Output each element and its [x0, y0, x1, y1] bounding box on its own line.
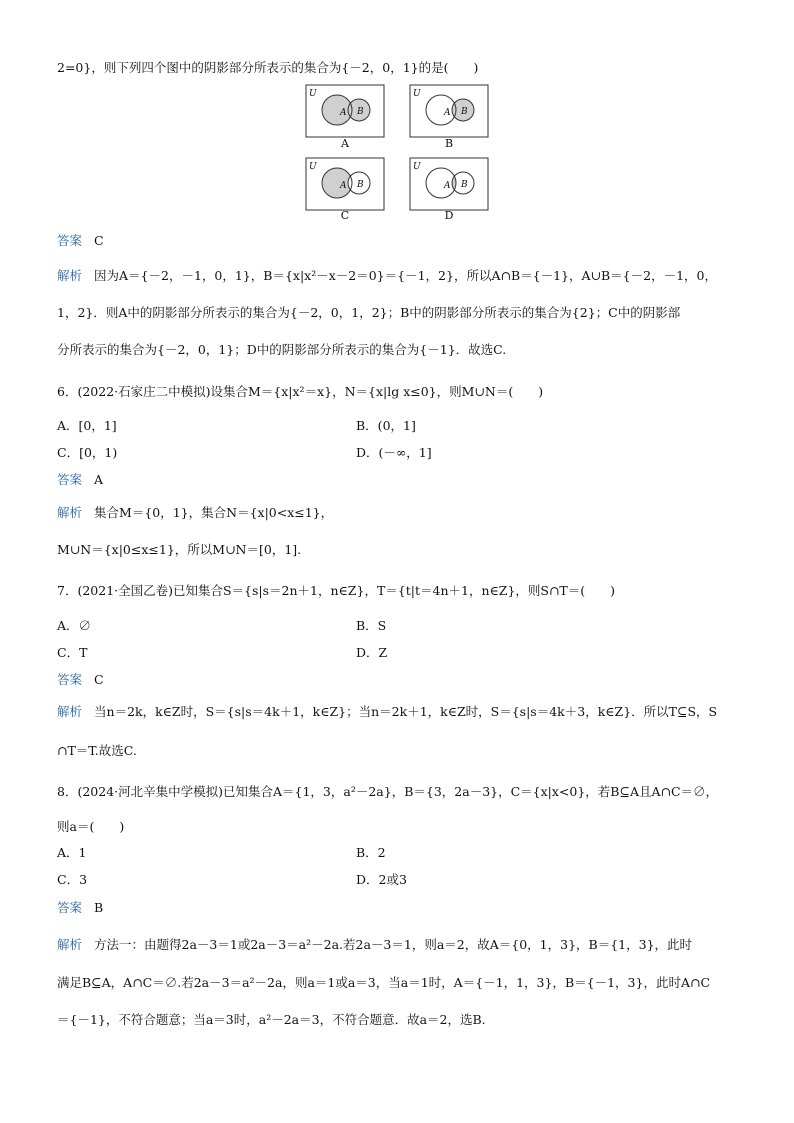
- venn-panel: [410, 85, 488, 137]
- q7-analysis-line: ∩T＝T.故选C.: [57, 743, 137, 758]
- universe-label: U: [413, 162, 421, 172]
- q8-analysis-row-1: [57, 937, 692, 953]
- q6-analysis-line: M∪N＝{x|0≤x≤1}，所以M∪N＝[0，1].: [57, 542, 302, 557]
- q6-analysis-row-1: [57, 505, 333, 521]
- q5-analysis-row-1: [57, 268, 717, 284]
- q6-answer-row: [57, 472, 103, 488]
- q6-option-b: B．(0，1]: [356, 418, 416, 433]
- q7-answer-row: [57, 672, 104, 688]
- q5-answer-row: [57, 233, 104, 249]
- q6-stem: 6．(2022·石家庄二中模拟)设集合M＝{x|x²＝x}，N＝{x|lg x≤0}，则M∪N＝( ): [57, 384, 544, 399]
- q7-option-b: B．S: [356, 618, 387, 633]
- q8-analysis-line: 方法一：由题得2a－3＝1或2a－3＝a²－2a.若2a－3＝1，则a＝2，故A＝{0，1，3}，B＝{1，3}，此时: [94, 937, 693, 952]
- q7-analysis-row-1: [57, 704, 717, 720]
- q6-answer: A: [94, 472, 104, 487]
- venn-panel: [306, 85, 384, 137]
- venn-panel: [306, 158, 384, 210]
- q7-option-c: C．T: [57, 645, 88, 660]
- set-a-label: A: [340, 181, 347, 191]
- venn-caption-d: D: [444, 209, 454, 222]
- set-a-label: A: [340, 108, 347, 118]
- q8-analysis-line: ＝{－1}，不符合题意；当a＝3时，a²－2a＝3，不符合题意．故a＝2，选B.: [57, 1012, 486, 1027]
- set-b-label: B: [357, 107, 364, 117]
- set-b-label: B: [357, 180, 364, 190]
- q8-stem-line: 8．(2024·河北辛集中学模拟)已知集合A＝{1，3，a²－2a}，B＝{3，2a－3}，C＝{x|x<0}，若B⊆A且A∩C＝∅，: [57, 784, 719, 799]
- set-a-label: A: [444, 108, 451, 118]
- q7-answer: C: [94, 672, 104, 687]
- q6-option-a: A．[0，1]: [57, 418, 117, 433]
- q6-option-c: C．[0，1): [57, 445, 118, 460]
- venn-caption-c: C: [340, 209, 350, 222]
- universe-label: U: [309, 89, 317, 99]
- q5-analysis-line: 分所表示的集合为{－2，0，1}；D中的阴影部分所表示的集合为{－1}．故选C.: [57, 342, 507, 357]
- answer-tag: 答案: [57, 472, 83, 487]
- q8-stem-line: 则a＝( ): [57, 819, 125, 834]
- q5-analysis-line: 因为A＝{－2，－1，0，1}，B＝{x|x²－x－2＝0}＝{－1，2}，所以A∩B＝{－1}，A∪B＝{－2，－1，0，: [94, 268, 717, 283]
- q7-option-a: A．∅: [57, 618, 92, 633]
- answer-tag: 答案: [57, 900, 83, 915]
- answer-tag: 答案: [57, 672, 83, 687]
- analysis-tag: 解析: [57, 505, 83, 520]
- set-a-label: A: [444, 181, 451, 191]
- q5-analysis-line: 1，2}．则A中的阴影部分所表示的集合为{－2，0，1，2}；B中的阴影部分所表示的集合为{2}；C中的阴影部: [57, 305, 681, 320]
- analysis-tag: 解析: [57, 268, 83, 283]
- venn-panel: [410, 158, 488, 210]
- q7-analysis-line: 当n＝2k，k∈Z时，S＝{s|s＝4k＋1，k∈Z}；当n＝2k＋1，k∈Z时，S＝{s|s＝4k＋3，k∈Z}．所以T⊆S，S: [94, 704, 718, 719]
- analysis-tag: 解析: [57, 937, 83, 952]
- q8-answer: B: [94, 900, 104, 915]
- set-b-label: B: [461, 180, 468, 190]
- venn-diagrams: [300, 80, 500, 225]
- q7-option-d: D．Z: [356, 645, 388, 660]
- q5-answer: C: [94, 233, 104, 248]
- universe-label: U: [309, 162, 317, 172]
- q8-option-d: D．2或3: [356, 872, 407, 887]
- q6-option-d: D．(－∞，1]: [356, 445, 432, 460]
- q5-stem: 2=0}，则下列四个图中的阴影部分所表示的集合为{－2，0，1}的是( ): [57, 60, 479, 75]
- set-b-label: B: [461, 107, 468, 117]
- q7-stem: 7．(2021·全国乙卷)已知集合S＝{s|s＝2n＋1，n∈Z}，T＝{t|t＝4n＋1，n∈Z}，则S∩T＝( ): [57, 583, 616, 598]
- analysis-tag: 解析: [57, 704, 83, 719]
- q8-option-c: C．3: [57, 872, 88, 887]
- q8-answer-row: [57, 900, 103, 916]
- venn-caption-a: A: [341, 137, 349, 150]
- universe-label: U: [413, 89, 421, 99]
- answer-tag: 答案: [57, 233, 83, 248]
- venn-caption-b: B: [444, 137, 454, 150]
- q8-analysis-line: 满足B⊆A，A∩C＝∅.若2a－3＝a²－2a，则a＝1或a＝3，当a＝1时，A＝{－1，1，3}，B＝{－1，3}，此时A∩C: [57, 975, 711, 990]
- q6-analysis-line: 集合M＝{0，1}，集合N＝{x|0<x≤1}，: [94, 505, 334, 520]
- q8-option-a: A．1: [57, 845, 87, 860]
- q8-option-b: B．2: [356, 845, 386, 860]
